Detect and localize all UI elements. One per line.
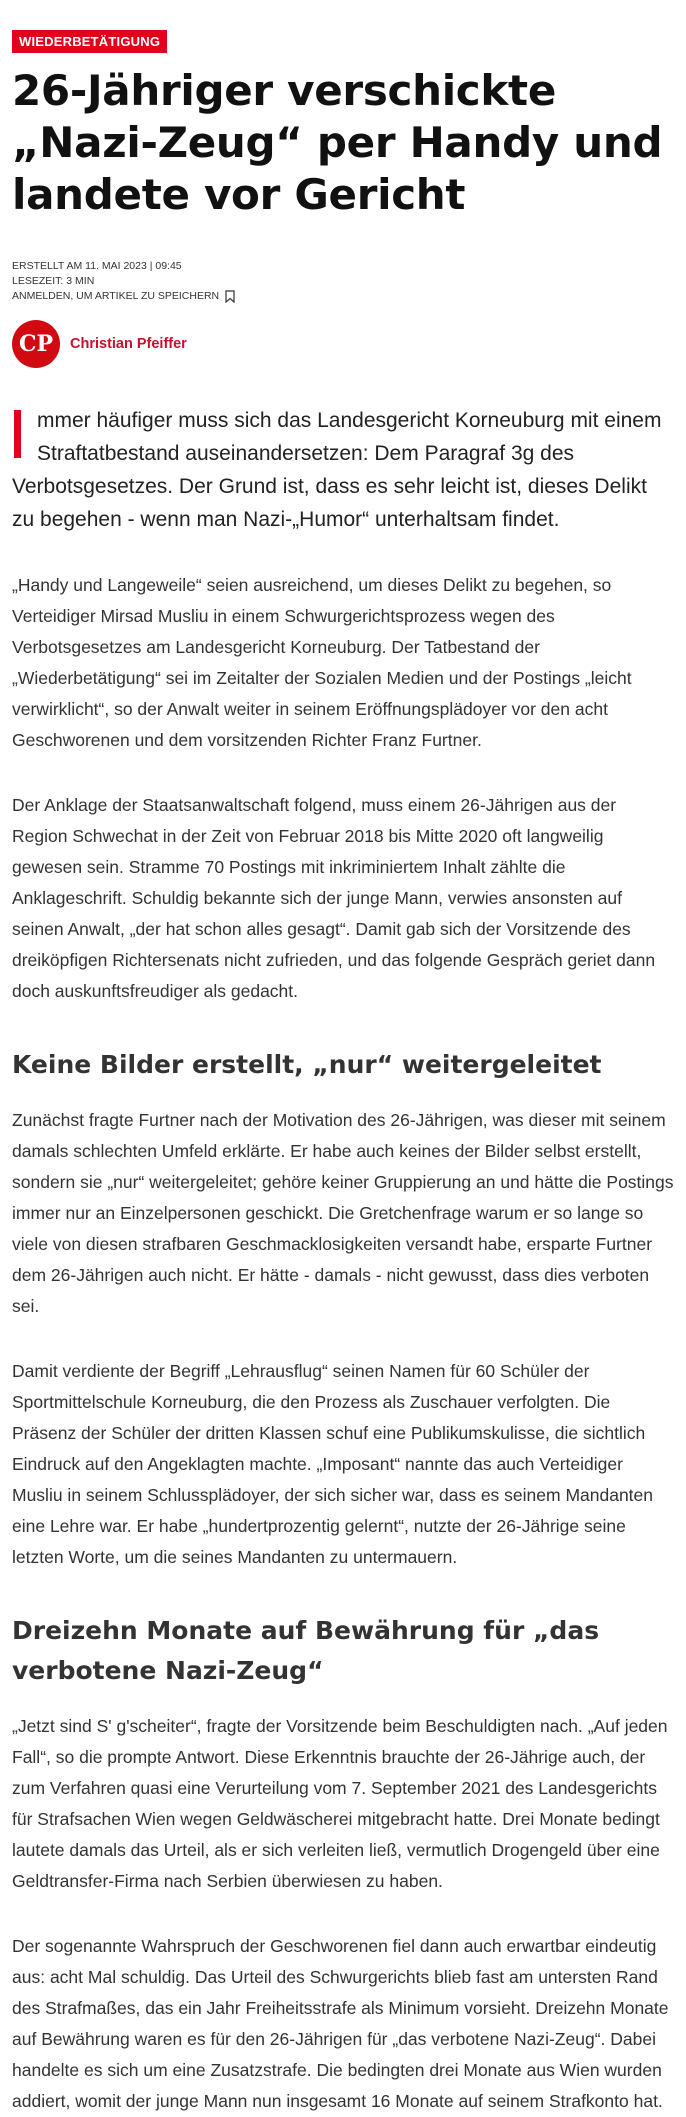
- paragraph: Der sogenannte Wahrspruch der Geschworenen fiel dann auch erwartbar eindeutig aus: acht Mal schuldig. Das Urteil des Schwurgerichts blieb fast am untersten Rand des Strafmaßes, das ein Jahr Freiheitsstrafe als Minimum vorsieht. Dreizehn Monate auf Bewährung waren es für den 26-Jährigen für „das verbotene Nazi-Zeug“. Dabei handelte es sich um eine Zusatzstrafe. Die bedingten drei Monate aus Wien wurden addiert, womit der junge Mann nun insgesamt 16 Monate auf seinem Strafkonto hat.: [12, 1936, 669, 2111]
- paragraph: Damit verdiente der Begriff „Lehrausflug“ seinen Namen für 60 Schüler der Sportmittelschule Korneuburg, die den Prozess als Zuschauer verfolgten. Die Präsenz der Schüler der dritten Klassen schuf eine Publikumskulisse, die sichtlich Eindruck auf den Angeklagten machte. „Imposant“ nannte das auch Verteidiger Musliu in seinem Schlussplädoyer, der sich sicher war, dass es seinem Mandanten eine Lehre war. Er habe „hundertprozentig gelernt“, nutzte der 26-Jährige seine letzten Worte, um die seines Mandanten zu untermauern.: [12, 1361, 654, 1567]
- created-date: ERSTELLT AM 11. MAI 2023 | 09:45: [12, 260, 182, 272]
- paragraph: „Handy und Langeweile“ seien ausreichend, um dieses Delikt zu begehen, so Verteidiger Mirsad Musliu in einem Schwurgerichtsprozess wegen des Verbotsgesetzes am Landesgericht Korneuburg. Der Tatbestand der „Wiederbetätigung“ sei im Zeitalter der Sozialen Medien und der Postings „leicht verwirklicht“, so der Anwalt weiter in seinem Eröffnungsplädoyer vor den acht Geschworenen und dem vorsitzenden Richter Franz Furtner.: [12, 575, 632, 750]
- lead-text: mmer häufiger muss sich das Landesgericht Korneuburg mit einem Straftatbestand auseinandersetzen: Dem Paragraf 3g des Verbotsgesetzes. Der Grund ist, dass es sehr leicht ist, dieses Delikt zu begehen - wenn man Nazi-„Humor“ unterhaltsam findet.: [12, 409, 662, 531]
- bookmark-icon: [225, 290, 235, 303]
- author-byline[interactable]: [12, 320, 674, 368]
- paragraph: Der Anklage der Staatsanwaltschaft folgend, muss einem 26-Jährigen aus der Region Schwechat in der Zeit von Februar 2018 bis Mitte 2020 oft langweilig gewesen sein. Stramme 70 Postings mit inkriminiertem Inhalt zählte die Anklageschrift. Schuldig bekannte sich der junge Mann, verwies ansonsten auf seinen Anwalt, „der hat schon alles gesagt“. Damit gab sich der Vorsitzende des dreiköpfigen Richtersenats nicht zufrieden, und das folgende Gespräch geriet dann doch auskunftsfreudiger als gedacht.: [12, 795, 656, 1001]
- article-lead: [12, 404, 674, 536]
- author-avatar[interactable]: CP: [12, 320, 60, 368]
- article-meta: [12, 259, 674, 304]
- dropcap-i: [14, 410, 21, 458]
- save-article-button[interactable]: [12, 289, 674, 304]
- paragraph: „Jetzt sind S' g'scheiter“, fragte der Vorsitzende beim Beschuldigten nach. „Auf jeden Fall“, so die prompte Antwort. Diese Erkenntnis brauchte der 26-Jährige auch, der zum Verfahren quasi eine Verurteilung vom 7. September 2021 des Landesgerichts für Strafsachen Wien wegen Geldwäscherei mitgebracht hatte. Drei Monate bedingt lautete damals das Urteil, als er sich verleiten ließ, vermutlich Drogengeld über eine Geldtransfer-Firma nach Serbien überwiesen zu haben.: [12, 1716, 668, 1891]
- save-article-label: ANMELDEN, UM ARTIKEL ZU SPEICHERN: [12, 290, 220, 302]
- subheading: Keine Bilder erstellt, „nur“ weitergeleitet: [12, 1050, 602, 1079]
- paragraph: Zunächst fragte Furtner nach der Motivation des 26-Jährigen, was dieser mit seinem damals schlechten Umfeld erklärte. Er habe auch keines der Bilder selbst erstellt, sondern sie „nur“ weitergeleitet; gehöre keiner Gruppierung an und hätte die Postings immer nur an Einzelpersonen geschickt. Die Gretchenfrage warum er so lange so viele von diesen strafbaren Geschmacklosigkeiten versandt habe, ersparte Furtner dem 26-Jährigen auch nicht. Er hätte - damals - nicht gewusst, dass dies verboten sei.: [12, 1110, 674, 1316]
- subheading: Dreizehn Monate auf Bewährung für „das verbotene Nazi-Zeug“: [12, 1616, 600, 1685]
- author-name[interactable]: Christian Pfeiffer: [70, 336, 187, 352]
- category-kicker[interactable]: WIEDERBETÄTIGUNG: [12, 30, 167, 53]
- reading-time: LESEZEIT: 3 MIN: [12, 275, 95, 287]
- article-title: 26-Jähriger verschickte „Nazi-Zeug“ per Handy und landete vor Gericht: [12, 66, 663, 219]
